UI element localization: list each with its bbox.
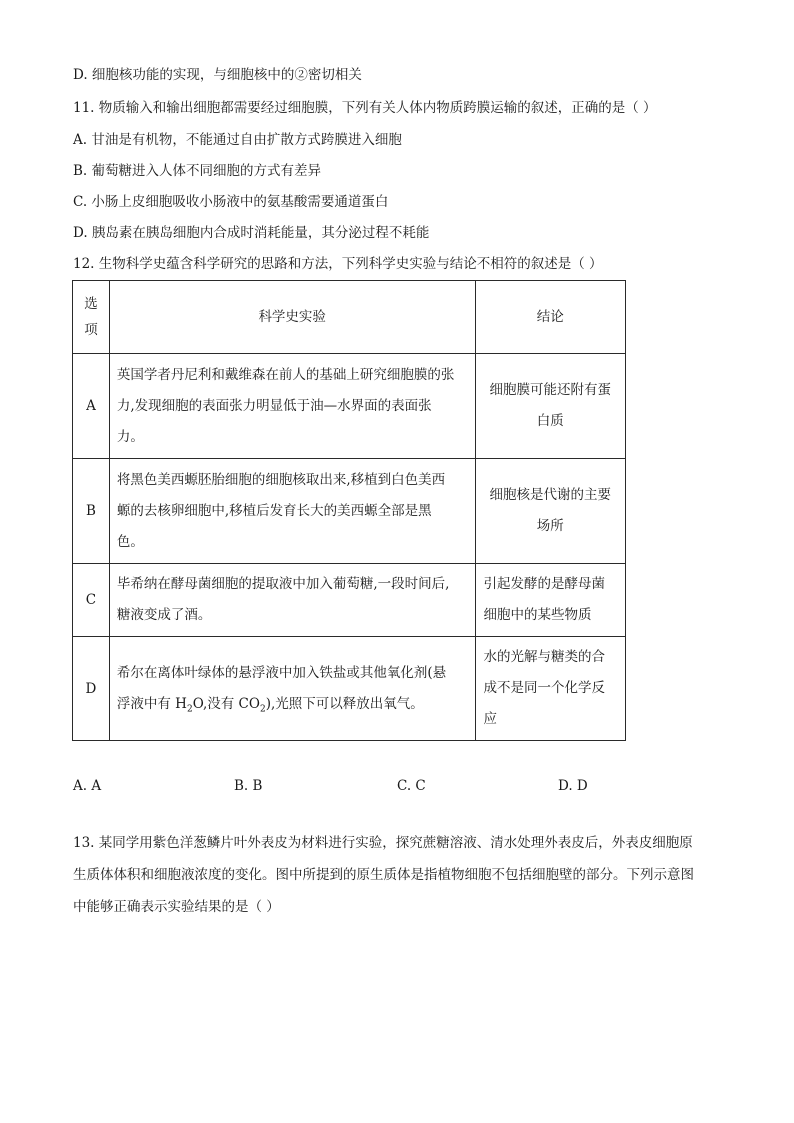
q13-stem-line-2: 生质体体积和细胞液浓度的变化。图中所提到的原生质体是指植物细胞不包括细胞壁的部分。下列示意图 — [73, 867, 694, 883]
q12-answer-c[interactable]: C. C — [397, 778, 426, 794]
row-c-conclusion-line-2: 细胞中的某些物质 — [483, 607, 592, 623]
header-conclusion-cell — [475, 281, 626, 354]
row-a-conclusion-line-2: 白质 — [536, 413, 564, 429]
row-a-experiment-line-2: 力,发现细胞的表面张力明显低于油—水界面的表面张 — [116, 397, 432, 414]
row-d-option: D — [73, 637, 110, 741]
row-b-experiment-line-2: 螈的去核卵细胞中,移植后发育长大的美西螈全部是黑 — [116, 502, 432, 519]
q12-answer-b[interactable]: B. B — [234, 778, 263, 794]
row-b-conclusion-line-2: 场所 — [536, 518, 564, 534]
row-d-experiment — [109, 637, 475, 741]
row-c-conclusion — [475, 564, 626, 637]
header-option-cell — [73, 281, 110, 354]
q11-option-a[interactable]: A. 甘油是有机物，不能通过自由扩散方式跨膜进入细胞 — [73, 132, 402, 148]
row-b-experiment-line-1: 将黑色美西螈胚胎细胞的细胞核取出来,移植到白色美西 — [116, 471, 446, 488]
q12-science-history-table — [72, 280, 626, 741]
q12-answer-choices — [73, 778, 633, 796]
table-row-a — [73, 354, 626, 459]
row-b-experiment — [109, 459, 475, 564]
table-row-d — [73, 637, 626, 741]
row-d-experiment-line-1: 希尔在离体叶绿体的悬浮液中加入铁盐或其他氧化剂(悬 — [116, 664, 447, 681]
row-c-experiment — [109, 564, 475, 637]
row-c-experiment-line-2: 糖液变成了酒。 — [116, 607, 212, 623]
q11-option-b[interactable]: B. 葡萄糖进入人体不同细胞的方式有差异 — [73, 163, 322, 179]
row-b-experiment-line-3: 色。 — [116, 533, 144, 550]
row-b-conclusion-line-1: 细胞核是代谢的主要 — [489, 487, 611, 503]
row-d-conclusion-line-1: 水的光解与糖类的合 — [483, 649, 605, 665]
q13-stem-line-1: 13. 某同学用紫色洋葱鳞片叶外表皮为材料进行实验，探究蔗糖溶液、清水处理外表皮后，外表皮细胞原 — [73, 835, 693, 851]
q12-answer-d[interactable]: D. D — [558, 778, 588, 794]
table-header-row — [73, 281, 626, 354]
row-d-exp-text-a: 浮液中有 H — [116, 695, 187, 712]
row-a-option: A — [73, 354, 110, 459]
row-d-conclusion-line-3: 应 — [483, 711, 497, 727]
row-d-experiment-line-2 — [110, 689, 475, 720]
row-d-exp-text-b: O,没有 CO — [192, 695, 260, 712]
row-b-option: B — [73, 459, 110, 564]
header-experiment-label: 科学史实验 — [258, 308, 326, 325]
co2-subscript: 2 — [259, 704, 266, 715]
header-option-char-1: 选 — [84, 296, 98, 312]
row-b-conclusion — [475, 459, 626, 564]
q11-option-c[interactable]: C. 小肠上皮细胞吸收小肠液中的氨基酸需要通道蛋白 — [73, 194, 389, 210]
header-option-char-2: 项 — [84, 322, 98, 338]
q12-stem: 12. 生物科学史蕴含科学研究的思路和方法，下列科学史实验与结论不相符的叙述是（ ） — [73, 256, 603, 272]
row-d-conclusion — [475, 637, 626, 741]
row-a-experiment-line-3: 力。 — [116, 428, 144, 445]
water-subscript: 2 — [186, 704, 193, 715]
row-a-experiment — [109, 354, 475, 459]
header-experiment-cell — [109, 281, 475, 354]
q13-stem-line-3: 中能够正确表示实验结果的是（ ） — [73, 899, 280, 915]
row-a-experiment-line-1: 英国学者丹尼利和戴维森在前人的基础上研究细胞膜的张 — [116, 366, 455, 383]
row-a-conclusion-line-1: 细胞膜可能还附有蛋 — [489, 382, 611, 398]
header-conclusion-label: 结论 — [536, 308, 564, 325]
row-a-conclusion — [475, 354, 626, 459]
table-row-c — [73, 564, 626, 637]
row-d-exp-text-c: ),光照下可以释放出氧气。 — [265, 695, 424, 712]
q11-stem: 11. 物质输入和输出细胞都需要经过细胞膜，下列有关人体内物质跨膜运输的叙述，正确的是（ ） — [73, 100, 657, 116]
row-c-option: C — [73, 564, 110, 637]
prev-question-option-d: D. 细胞核功能的实现，与细胞核中的②密切相关 — [73, 67, 362, 83]
row-c-experiment-line-1: 毕希纳在酵母菌细胞的提取液中加入葡萄糖,一段时间后, — [116, 576, 450, 592]
q11-option-d[interactable]: D. 胰岛素在胰岛细胞内合成时消耗能量，其分泌过程不耗能 — [73, 225, 430, 241]
row-c-conclusion-line-1: 引起发酵的是酵母菌 — [483, 576, 605, 592]
q12-answer-a[interactable]: A. A — [73, 778, 102, 794]
row-d-conclusion-line-2: 成不是同一个化学反 — [483, 680, 605, 696]
table-row-b — [73, 459, 626, 564]
